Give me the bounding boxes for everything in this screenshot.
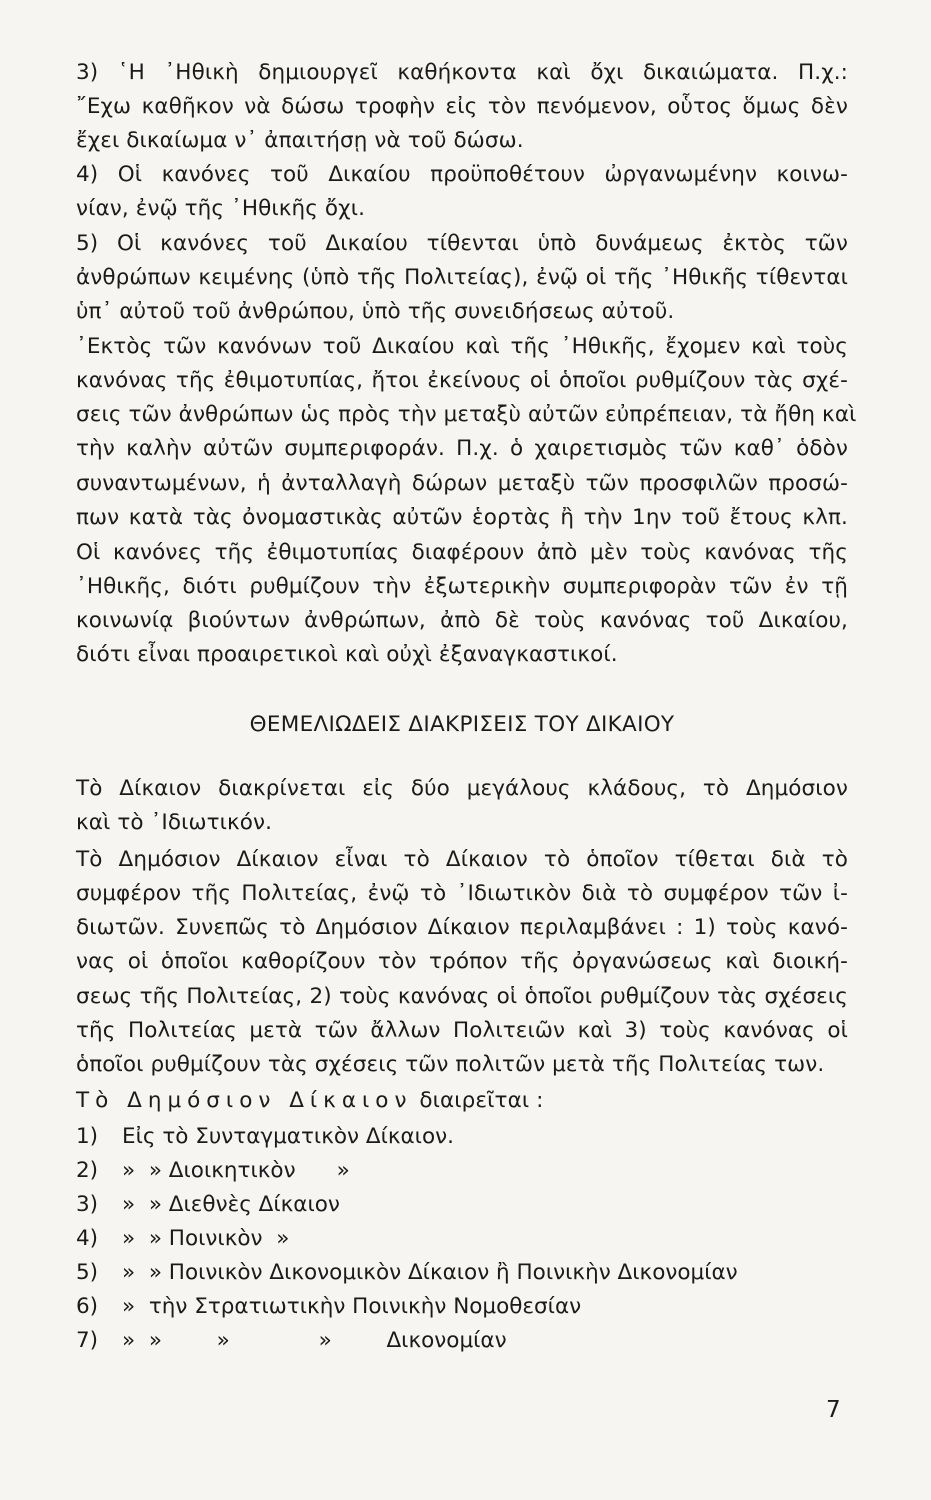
text-line: ὑπ᾿ αὐτοῦ τοῦ ἀνθρώπου, ὑπὸ τῆς συνειδήσεως αὐτοῦ. [76, 299, 675, 324]
text-line: διωτῶν. Συνεπῶς τὸ Δημόσιον Δίκαιον περιλαμβάνει : 1) τοὺς κανό- [76, 915, 848, 940]
list-intro [76, 1084, 848, 1118]
list-item-text: » » Διεθνὲς Δίκαιον [122, 1192, 340, 1217]
list-item-number: 6) [76, 1294, 99, 1319]
list-item [76, 1188, 866, 1222]
text-line: ῎Εχω καθῆκον νὰ δώσω τροφὴν εἰς τὸν πενόμενον, οὗτος ὅμως δὲν [76, 94, 848, 119]
text-line: σεως τῆς Πολιτείας, 2) τοὺς κανόνας οἱ ὁποῖοι ρυθμίζουν τὰς σχέσεις [76, 984, 848, 1009]
list-item-number: 5) [76, 1260, 99, 1285]
text-line: Τὸ Δίκαιον διακρίνεται εἰς δύο μεγάλους κλάδους, τὸ Δημόσιον [76, 776, 848, 801]
list-item [76, 1222, 866, 1256]
list-intro-spaced: Τὸ Δημόσιον Δίκαιον [76, 1088, 413, 1113]
list-item-number: 4) [76, 1226, 99, 1251]
text-line: σεις τῶν ἀνθρώπων ὡς πρὸς τὴν μεταξὺ αὐτῶν εὐπρέπειαν, τὰ ἤθη καὶ [76, 402, 857, 427]
text-line: τὴν καλὴν αὐτῶν συμπεριφοράν. Π.χ. ὁ χαιρετισμὸς τῶν καθ᾿ ὁδὸν [76, 436, 848, 461]
list-item-text: » » Διοικητικὸν » [122, 1158, 350, 1183]
text-line: συναντωμένων, ἡ ἀνταλλαγὴ δώρων μεταξὺ τῶν προσφιλῶν προσώ- [76, 471, 848, 496]
text-line: νίαν, ἐνῷ τῆς ᾿Ηθικῆς ὄχι. [76, 196, 366, 221]
text-line: ᾿Ηθικῆς, διότι ρυθμίζουν τὴν ἐξωτερικὴν συμπεριφορὰν τῶν ἐν τῇ [76, 574, 848, 599]
list-item-text: » » Ποινικὸν Δικονομικὸν Δίκαιον ἢ Ποινικὴν Δικονομίαν [122, 1260, 738, 1285]
text-line: κοινωνίᾳ βιούντων ἀνθρώπων, ἀπὸ δὲ τοὺς κανόνας τοῦ Δικαίου, [76, 608, 848, 633]
text-line: ᾿Εκτὸς τῶν κανόνων τοῦ Δικαίου καὶ τῆς ᾿Ηθικῆς, ἔχομεν καὶ τοὺς [76, 334, 848, 359]
list-item [76, 1290, 866, 1324]
text-line: διότι εἶναι προαιρετικοὶ καὶ οὐχὶ ἐξαναγκαστικοί. [76, 642, 618, 667]
text-line: καὶ τὸ ᾿Ιδιωτικόν. [76, 810, 273, 835]
text-line: συμφέρον τῆς Πολιτείας, ἐνῷ τὸ ᾿Ιδιωτικὸν διὰ τὸ συμφέρον τῶν ἰ- [76, 881, 848, 906]
list-item-text: » » » » Δικονομίαν [122, 1328, 507, 1353]
text-line: ἔχει δικαίωμα ν᾿ ἀπαιτήσῃ νὰ τοῦ δώσω. [76, 128, 524, 153]
list-item-number: 3) [76, 1192, 99, 1217]
list-item [76, 1154, 866, 1188]
list-item-number: 1) [76, 1124, 99, 1149]
list-item-number: 2) [76, 1158, 99, 1183]
text-line: 5) Οἱ κανόνες τοῦ Δικαίου τίθενται ὑπὸ δυνάμεως ἐκτὸς τῶν [76, 231, 848, 256]
text-line: κανόνας τῆς ἐθιμοτυπίας, ἤτοι ἐκείνους οἱ ὁποῖοι ρυθμίζουν τὰς σχέ- [76, 368, 848, 393]
text-line: 4) Οἱ κανόνες τοῦ Δικαίου προϋποθέτουν ὠργανωμένην κοινω- [76, 162, 848, 187]
text-line: ἀνθρώπων κειμένης (ὑπὸ τῆς Πολιτείας), ἐνῷ οἱ τῆς ᾿Ηθικῆς τίθενται [76, 265, 848, 290]
list-item-text: » τὴν Στρατιωτικὴν Ποινικὴν Νομοθεσίαν [122, 1294, 582, 1319]
text-line: ὁποῖοι ρυθμίζουν τὰς σχέσεις τῶν πολιτῶν μετὰ τῆς Πολιτείας των. [76, 1052, 825, 1077]
text-line: Οἱ κανόνες τῆς ἐθιμοτυπίας διαφέρουν ἀπὸ μὲν τοὺς κανόνας τῆς [76, 540, 848, 565]
list-item-number: 7) [76, 1328, 99, 1353]
page-number: 7 [826, 1397, 841, 1423]
text-line: πων κατὰ τὰς ὀνομαστικὰς αὐτῶν ἑορτὰς ἢ τὴν 1ην τοῦ ἔτους κλπ. [76, 505, 848, 530]
list-intro-rest: διαιρεῖται : [412, 1088, 544, 1113]
section-heading: ΘΕΜΕΛΙΩΔΕΙΣ ΔΙΑΚΡΙΣΕΙΣ ΤΟΥ ΔΙΚΑΙΟΥ [249, 712, 675, 737]
text-line: νας οἱ ὁποῖοι καθορίζουν τὸν τρόπον τῆς ὀργανώσεως καὶ διοική- [76, 949, 848, 974]
list-item-text: » » Ποινικὸν » [122, 1226, 290, 1251]
text-line: Τὸ Δημόσιον Δίκαιον εἶναι τὸ Δίκαιον τὸ ὁποῖον τίθεται διὰ τὸ [76, 847, 848, 872]
list-item [76, 1120, 866, 1154]
list-item-text: Εἰς τὸ Συνταγματικὸν Δίκαιον. [122, 1124, 454, 1149]
division-list [76, 1120, 866, 1358]
text-line: τῆς Πολιτείας μετὰ τῶν ἄλλων Πολιτειῶν καὶ 3) τοὺς κανόνας οἱ [76, 1018, 848, 1043]
text-line: 3) ῾Η ᾿Ηθικὴ δημιουργεῖ καθήκοντα καὶ ὄχι δικαιώματα. Π.χ.: [76, 60, 848, 85]
list-item [76, 1256, 866, 1290]
list-item [76, 1324, 866, 1358]
